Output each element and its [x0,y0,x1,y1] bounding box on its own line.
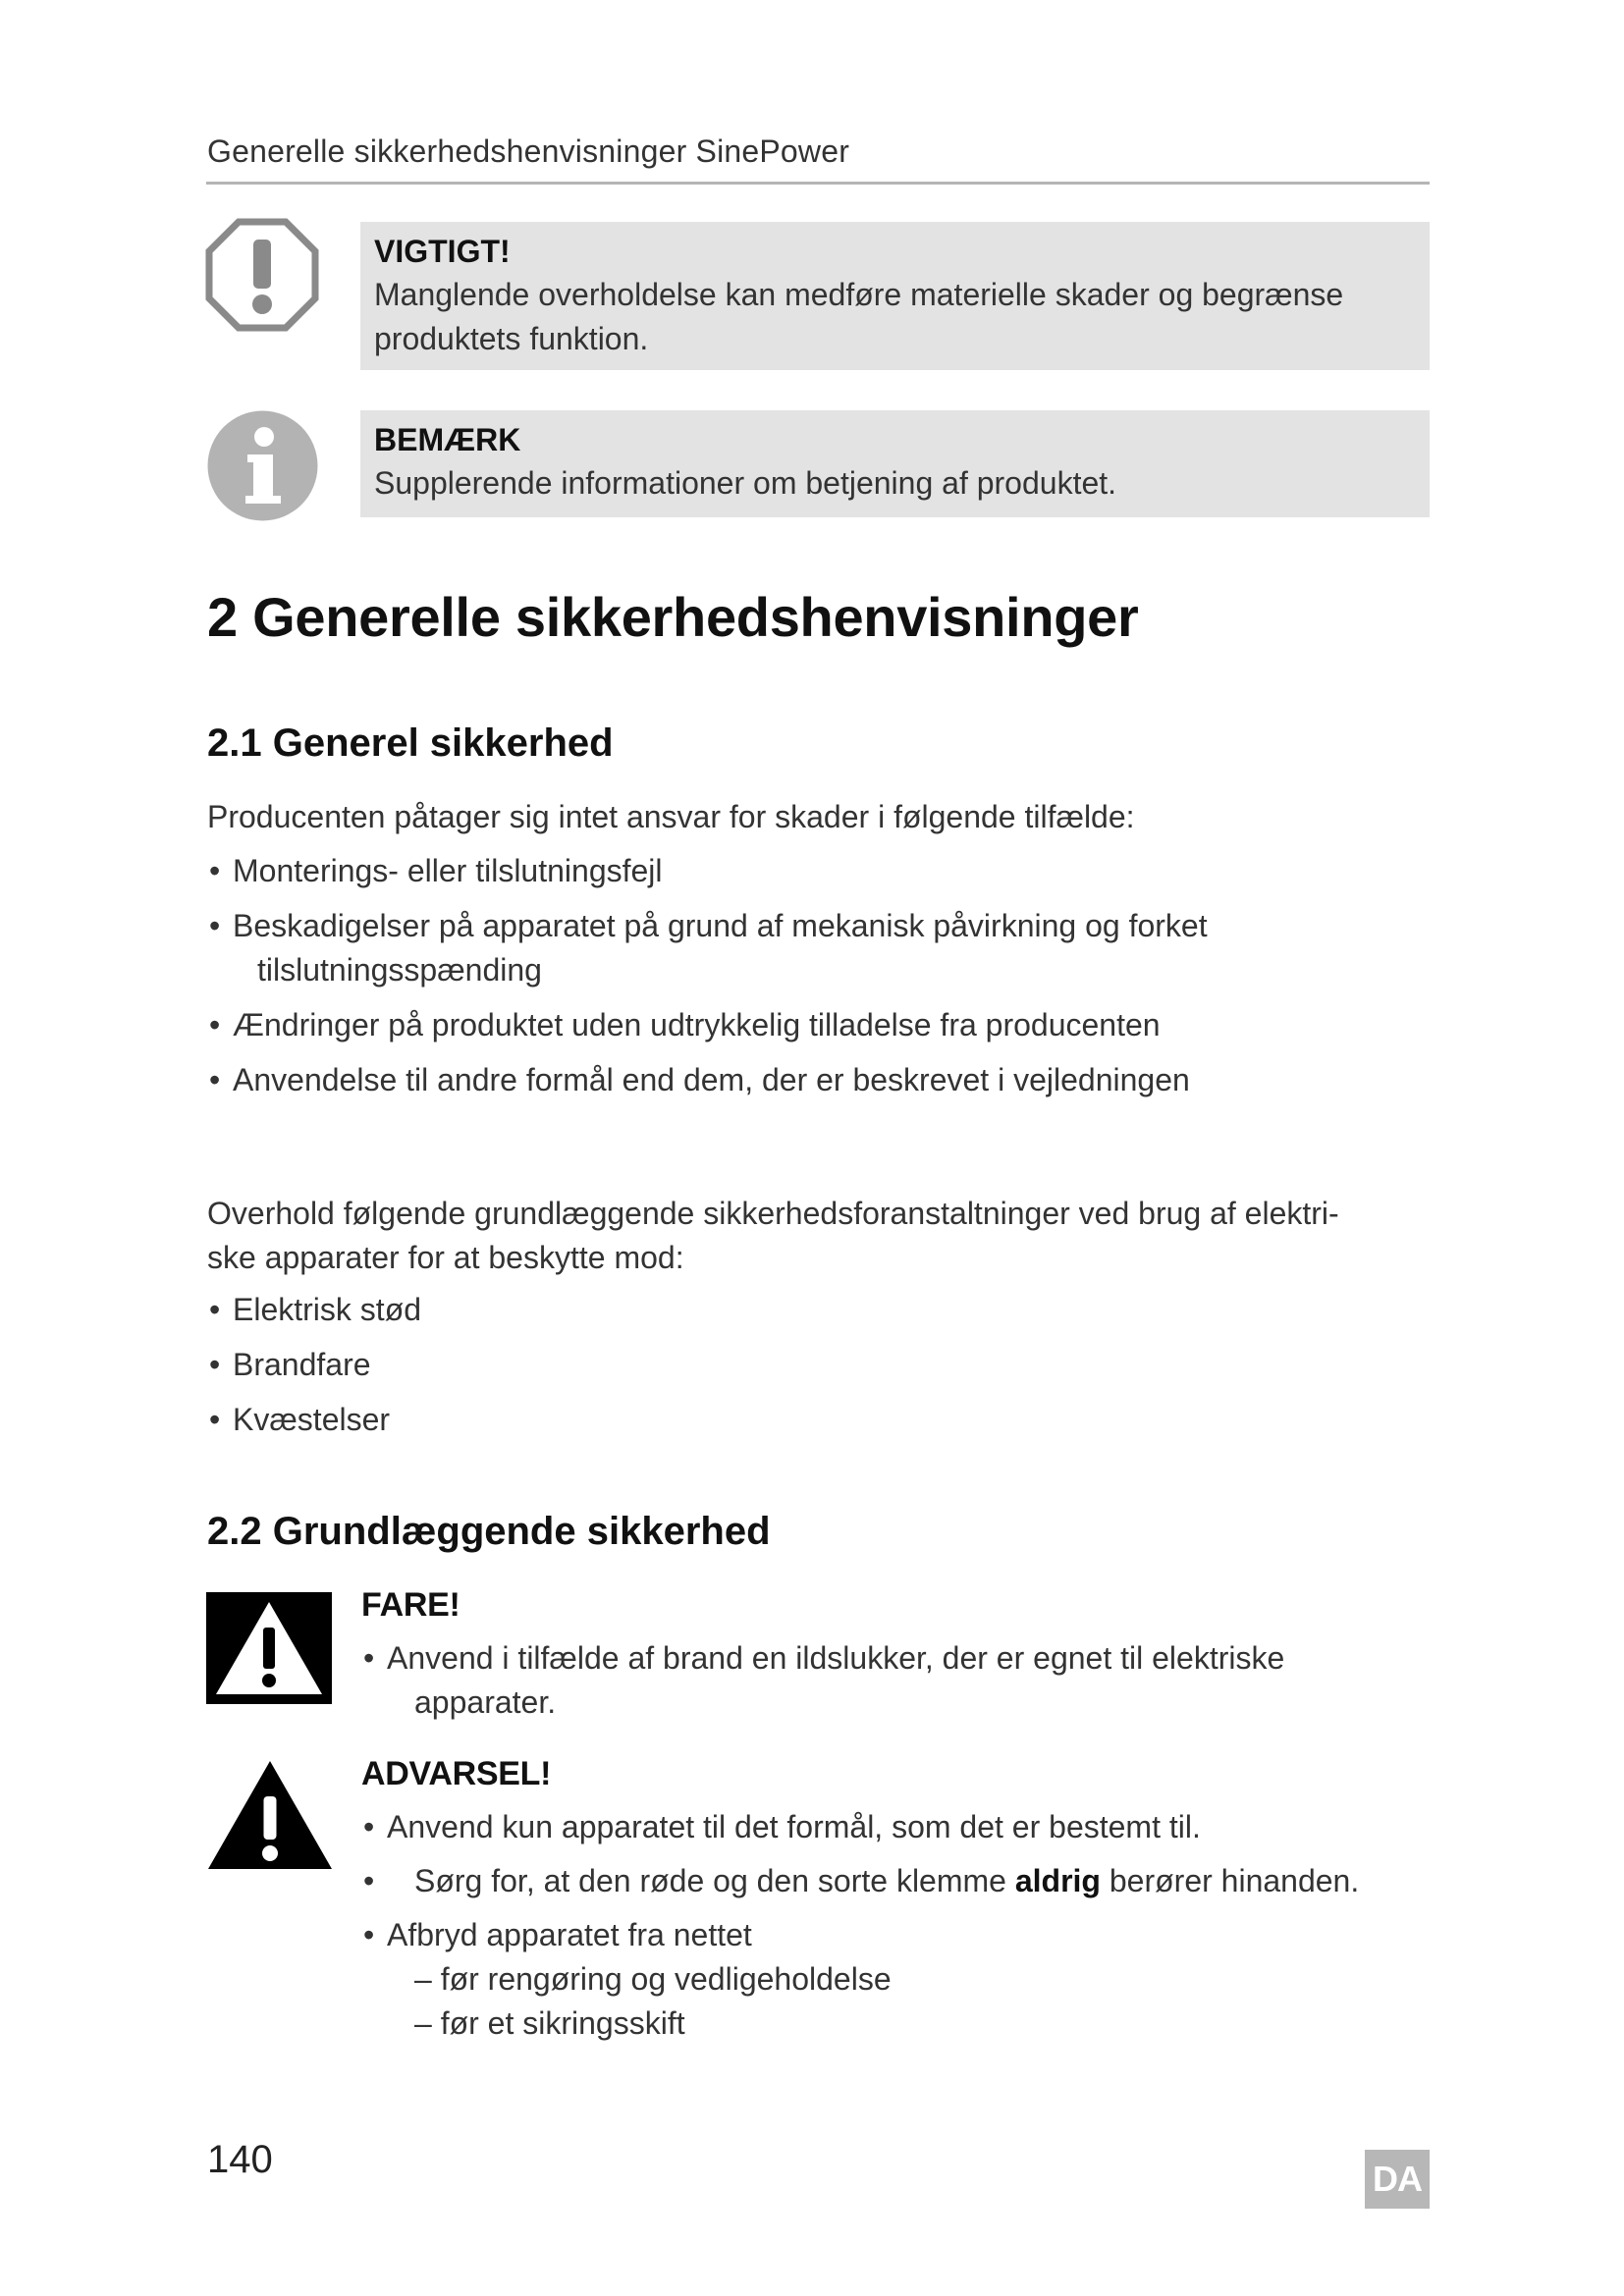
list-item: • Anvend kun apparatet til det formål, som det er bestemt til. [361,1805,1441,1849]
danger-triangle-icon [206,1592,332,1704]
list-item: • Ændringer på produktet uden udtrykkelig tilladelse fra producenten [207,1003,1435,1047]
important-text-line-2: produktets funktion. [374,321,649,356]
warning-title: ADVARSEL! [361,1755,552,1792]
exclamation-octagon-icon [205,218,319,332]
list-item: • Kvæstelser [207,1398,1435,1442]
list-item: • Beskadigelser på apparatet på grund af mekanisk påvirkning og forket tilslutningsspænding [207,904,1435,992]
liability-exclusions-list [207,849,1435,1113]
header-rule [206,182,1430,185]
list-item: • Afbryd apparatet fra nettet – før rengøring og vedligeholdelse – før et sikringsskift [361,1913,1441,2046]
note-text: Supplerende informationer om betjening af produktet. [374,465,1117,501]
sub-item: – før et sikringsskift [414,2005,685,2041]
running-header: Generelle sikkerhedshenvisninger SinePower [207,133,850,169]
list-item: • Elektrisk stød [207,1288,1435,1332]
important-notice [360,222,1430,370]
section-2-2-title: 2.2 Grundlæggende sikkerhed [207,1510,771,1553]
page-number: 140 [207,2138,273,2181]
section-2-1-title: 2.1 Generel sikkerhed [207,721,614,765]
important-text-line-1: Manglende overholdelse kan medføre materielle skader og begrænse [374,277,1344,312]
list-item: • Monterings- eller tilslutningsfejl [207,849,1435,893]
note-notice [360,410,1430,517]
section-2-1-para-2: Overhold følgende grundlæggende sikkerhedsforanstaltninger ved brug af elektri- ske apparater for at beskytte mod: [207,1196,1339,1275]
section-2-1-intro: Producenten påtager sig intet ansvar for skader i følgende tilfælde: [207,799,1135,834]
list-item: • Sørg for, at den røde og den sorte klemme aldrig berører hinanden. [361,1859,1441,1903]
warning-block [361,1752,1441,2056]
danger-block [361,1583,1441,1735]
language-badge: DA [1365,2150,1430,2209]
list-item: • Brandfare [207,1343,1435,1387]
sub-item: – før rengøring og vedligeholdelse [414,1961,892,1997]
danger-title: FARE! [361,1586,460,1624]
hazard-list [207,1288,1435,1453]
info-icon [206,409,319,522]
danger-list [361,1636,1441,1725]
important-title: VIGTIGT! [374,234,511,269]
warning-triangle-icon [206,1759,334,1871]
note-title: BEMÆRK [374,422,521,457]
list-item: • Anvendelse til andre formål end dem, der er beskrevet i vejledningen [207,1058,1435,1102]
warning-list [361,1805,1441,2046]
chapter-title: 2 Generelle sikkerhedshenvisninger [207,586,1139,648]
list-item: • Anvend i tilfælde af brand en ildslukker, der er egnet til elektriske apparater. [361,1636,1441,1725]
